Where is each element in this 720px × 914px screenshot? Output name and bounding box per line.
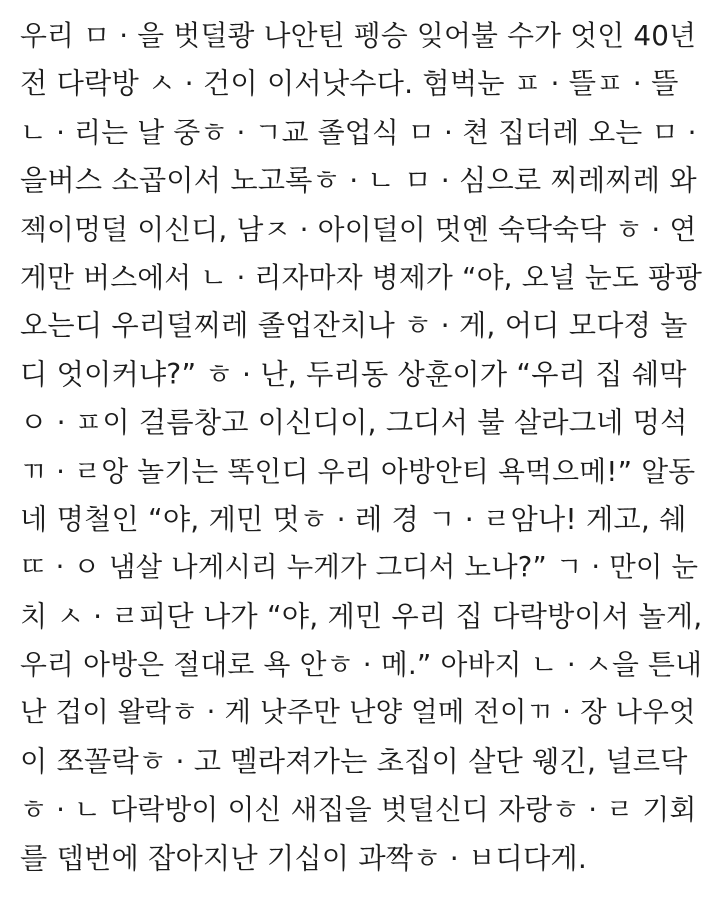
- text-line: ㅇ · ㅍ이 걸름창고 이신디이, 그디서 불 살라그네 멍석: [20, 406, 688, 440]
- text-line: 를 뎁번에 잡아지난 기십이 과짝ㅎ · ㅂ디다게.: [20, 841, 588, 875]
- text-line: ㄸ · ㅇ 냄살 나게시리 누게가 그디서 노나?” ㄱ · 만이 눈: [20, 552, 699, 584]
- text-line: 오는디 우리덜찌레 졸업잔치나 ㅎ · 게, 어디 모다졍 놀: [20, 309, 688, 343]
- text-line: 을버스 소곱이서 노고록ㅎ · ㄴ ㅁ · 심으로 찌레찌레 와: [20, 164, 697, 198]
- text-line: 젝이멍덜 이신디, 남ㅈ · 아이덜이 멋옌 숙닥숙닥 ㅎ · 연: [20, 212, 697, 246]
- text-line: 네 명철인 “야, 게민 멋ㅎ · 레 경 ㄱ · ㄹ암나! 게고, 쉐: [20, 502, 687, 536]
- text-line: 디 엇이커냐?” ㅎ · 난, 두리동 상훈이가 “우리 집 쉐막: [20, 357, 687, 391]
- text-line: 이 쪼꼴락ㅎ · 고 멜라져가는 초집이 살단 웽긴, 널르닥: [20, 744, 688, 778]
- body-paragraph: [20, 12, 704, 883]
- text-line: 치 ㅅ · ㄹ피단 나가 “야, 게민 우리 집 다락방이서 놀게,: [20, 599, 703, 633]
- text-line: ㅎ · ㄴ 다락방이 이신 새집을 벗덜신디 자랑ㅎ · ㄹ 기회: [20, 793, 697, 827]
- text-line: 우리 아방은 절대로 욕 안ㅎ · 메.” 아바지 ㄴ · ㅅ을 튼내: [20, 648, 703, 682]
- text-line: 난 겁이 왈락ㅎ · 게 낫주만 난양 얼메 전이ㄲ · 장 나우엇: [20, 697, 696, 729]
- text-line: 게만 버스에서 ㄴ · 리자마자 병제가 “야, 오널 눈도 팡팡: [20, 260, 703, 294]
- text-line: ㄲ · ㄹ앙 놀기는 똑인디 우리 아방안티 욕먹으메!” 알동: [20, 454, 696, 488]
- text-line: ㄴ · 리는 날 중ㅎ · ㄱ교 졸업식 ㅁ · 쳔 집더레 오는 ㅁ ·: [20, 115, 697, 149]
- text-line: 우리 ㅁ · 을 벗덜쾅 나안틴 펭승 잊어불 수가 엇인 40년: [20, 19, 697, 52]
- text-line: 전 다락방 ㅅ · 건이 이서낫수다. 험벅눈 ㅍ · 뜰ㅍ · 뜰: [20, 67, 679, 101]
